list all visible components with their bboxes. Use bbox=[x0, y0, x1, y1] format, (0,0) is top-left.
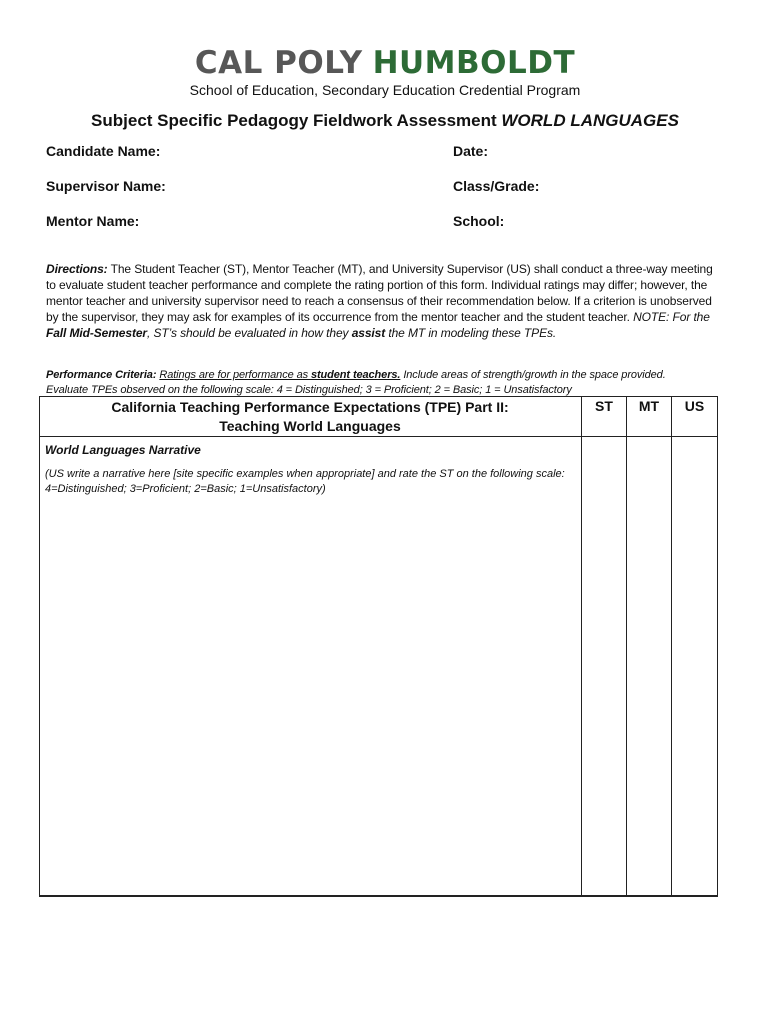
directions-note-part3: the MT in modeling these TPEs. bbox=[388, 326, 557, 340]
performance-criteria bbox=[46, 368, 726, 398]
form-title bbox=[0, 111, 770, 131]
mentor-name-field: Mentor Name: bbox=[46, 213, 140, 229]
school-field: School: bbox=[453, 213, 505, 229]
header-divider bbox=[39, 436, 718, 437]
narrative-instructions: (US write a narrative here [site specific examples when appropriate] and rate the ST on the following scale: 4=Distinguished; 3=Proficient; 2=Basic; 1=Unsatisfactory) bbox=[45, 468, 565, 495]
tpe-header-line1: California Teaching Performance Expectations (TPE) Part II: bbox=[111, 399, 509, 415]
logo-text-humboldt: HUMBOLDT bbox=[372, 45, 576, 81]
directions-label: Directions: bbox=[46, 262, 108, 276]
supervisor-name-field: Supervisor Name: bbox=[46, 178, 166, 194]
candidate-name-field: Candidate Name: bbox=[46, 143, 161, 159]
cal-poly-humboldt-logo bbox=[0, 44, 770, 82]
narrative-title: World Languages Narrative bbox=[45, 443, 201, 457]
directions-note-part1: NOTE: For the bbox=[633, 310, 710, 324]
column-header-st: ST bbox=[595, 398, 613, 414]
criteria-scale: Evaluate TPEs observed on the following scale: 4 = Distinguished; 3 = Proficient; 2 = Basic; 1 = Unsatisfactory bbox=[46, 384, 572, 396]
column-header-mt: MT bbox=[638, 398, 660, 414]
criteria-rest: Include areas of strength/growth in the space provided. bbox=[403, 369, 666, 381]
column-divider-mt bbox=[626, 396, 627, 896]
criteria-underlined-text: Ratings are for performance as bbox=[159, 369, 308, 381]
column-header-us: US bbox=[684, 398, 705, 414]
form-title-subject: WORLD LANGUAGES bbox=[501, 111, 679, 130]
tpe-header bbox=[39, 398, 581, 436]
directions-text: The Student Teacher (ST), Mentor Teacher (MT), and University Supervisor (US) shall conduct a three-way meeting to evaluate student teacher performance and complete the rating portion of this form. Individual ratings may differ; however, the mentor teacher and university supervisor need to reach a consensus of their recommendation below. If a criterion is unobserved by the supervisor, they may ask for examples of its occurrence from the mentor teacher and the student teacher. bbox=[46, 262, 713, 324]
criteria-underlined-bold: student teachers. bbox=[310, 369, 401, 381]
directions-note-bold2: assist bbox=[351, 326, 386, 340]
directions-note-part2: , ST’s should be evaluated in how they bbox=[147, 326, 349, 340]
form-title-main: Subject Specific Pedagogy Fieldwork Assessment bbox=[91, 111, 497, 130]
criteria-label: Performance Criteria: bbox=[46, 369, 157, 381]
directions-paragraph bbox=[46, 261, 722, 341]
criteria-underlined bbox=[159, 369, 400, 381]
tpe-header-line2: Teaching World Languages bbox=[219, 418, 401, 434]
tpe-rating-table bbox=[39, 396, 718, 896]
logo-text-cal-poly: CAL POLY bbox=[194, 45, 363, 81]
column-divider-us bbox=[671, 396, 672, 896]
date-field: Date: bbox=[453, 143, 489, 159]
directions-note-bold1: Fall Mid-Semester bbox=[46, 326, 147, 340]
column-divider-st bbox=[581, 396, 582, 896]
program-subtitle: School of Education, Secondary Education Credential Program bbox=[189, 82, 581, 98]
class-grade-field: Class/Grade: bbox=[453, 178, 540, 194]
